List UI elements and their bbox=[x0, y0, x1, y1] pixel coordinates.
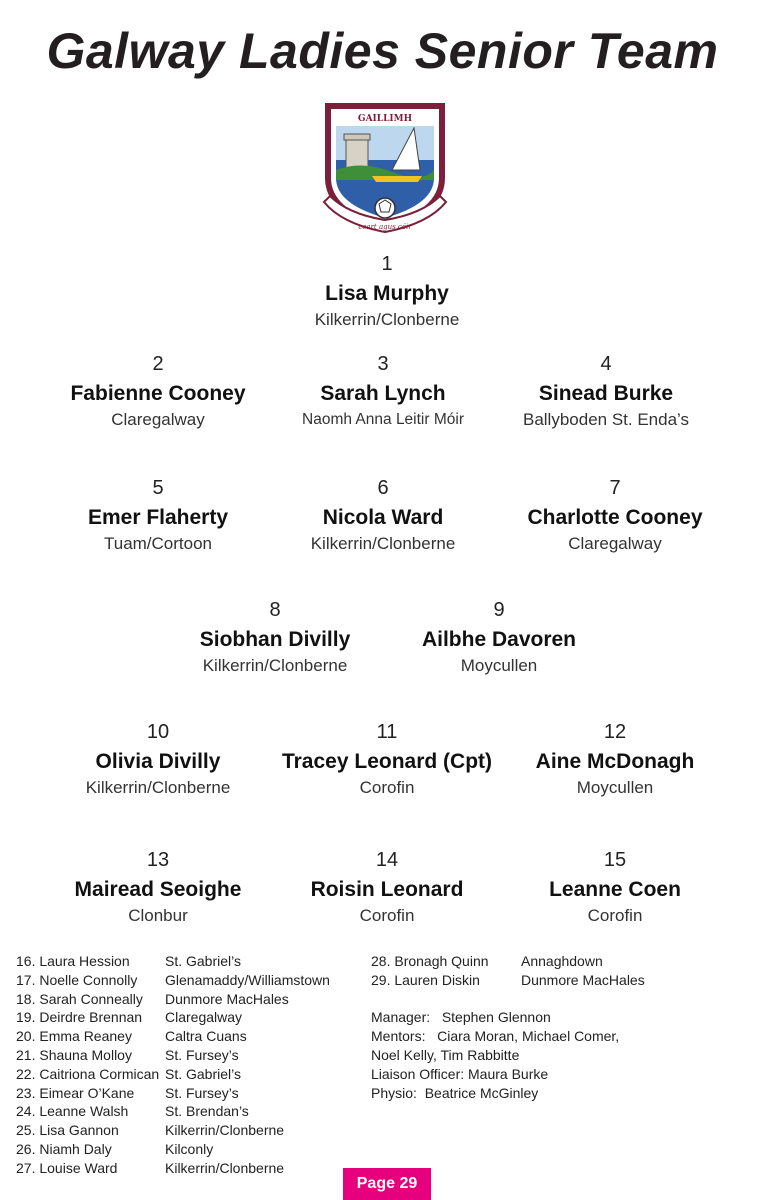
player-name: Tracey Leonard (Cpt) bbox=[281, 750, 493, 773]
player-3 bbox=[263, 352, 503, 431]
player-name: Lisa Murphy bbox=[325, 282, 449, 305]
substitute-club: Glenamaddy/Williamstown bbox=[165, 971, 330, 988]
page-title: Galway Ladies Senior Team bbox=[46, 23, 719, 79]
player-club: Clonbur bbox=[128, 906, 188, 925]
substitute-club: St. Gabriel’s bbox=[165, 953, 241, 969]
galway-crest-logo bbox=[322, 100, 448, 240]
substitute-club: St. Fursey’s bbox=[165, 1084, 239, 1101]
substitute-name: 18. Sarah Conneally bbox=[16, 990, 143, 1007]
player-14 bbox=[267, 848, 507, 927]
substitute-row bbox=[16, 952, 366, 971]
substitute-name: 19. Deirdre Brennan bbox=[16, 1009, 143, 1026]
player-club: Claregalway bbox=[111, 410, 205, 429]
page-number-badge: Page 29 bbox=[343, 1168, 431, 1200]
player-name: Aine McDonagh bbox=[535, 750, 695, 773]
player-number: 3 bbox=[377, 353, 389, 375]
substitute-name: 22. Caitriona Cormican bbox=[16, 1065, 160, 1082]
player-number: 5 bbox=[152, 477, 164, 499]
player-name: Ailbhe Davoren bbox=[421, 628, 577, 651]
substitute-club: Claregalway bbox=[165, 1009, 243, 1026]
player-number: 11 bbox=[376, 721, 398, 743]
player-6 bbox=[263, 476, 503, 555]
player-name: Roisin Leonard bbox=[310, 878, 464, 901]
player-club: Tuam/Cortoon bbox=[103, 534, 213, 553]
player-13 bbox=[38, 848, 278, 927]
player-name: Sarah Lynch bbox=[320, 382, 446, 405]
player-club: Kilkerrin/Clonberne bbox=[85, 778, 231, 797]
player-name: Fabienne Cooney bbox=[70, 382, 246, 405]
substitute-club: Kilkerrin/Clonberne bbox=[165, 1159, 285, 1176]
substitute-club: St. Gabriel’s bbox=[165, 1065, 241, 1082]
substitute-row bbox=[16, 971, 366, 990]
player-number: 13 bbox=[146, 849, 170, 871]
substitute-club: St. Brendan’s bbox=[165, 1103, 249, 1120]
player-number: 4 bbox=[600, 353, 612, 375]
player-number: 7 bbox=[609, 477, 621, 499]
substitute-name: 23. Eimear O’Kane bbox=[16, 1084, 135, 1101]
player-club: Corofin bbox=[587, 906, 643, 925]
substitute-club: Kilconly bbox=[165, 1140, 214, 1157]
player-number: 14 bbox=[375, 849, 399, 871]
management-list bbox=[371, 952, 751, 1102]
manager-line: Manager: Stephen Glennon bbox=[371, 1009, 551, 1026]
player-15 bbox=[495, 848, 735, 927]
player-7 bbox=[495, 476, 735, 555]
substitute-name: 16. Laura Hession bbox=[16, 953, 130, 969]
substitute-row bbox=[371, 952, 751, 971]
substitute-club: Annaghdown bbox=[521, 953, 603, 969]
substitute-row bbox=[16, 1140, 366, 1159]
substitute-name: 29. Lauren Diskin bbox=[371, 971, 480, 988]
substitute-row bbox=[16, 1008, 366, 1027]
player-club: Kilkerrin/Clonberne bbox=[202, 656, 348, 675]
player-name: Siobhan Divilly bbox=[199, 628, 351, 651]
substitute-name: 28. Bronagh Quinn bbox=[371, 953, 489, 969]
substitute-club: Kilkerrin/Clonberne bbox=[165, 1122, 285, 1139]
substitute-name: 20. Emma Reaney bbox=[16, 1028, 132, 1045]
substitute-row bbox=[16, 1027, 366, 1046]
substitute-row bbox=[371, 971, 751, 990]
player-number: 2 bbox=[152, 353, 164, 375]
substitute-club: Dunmore MacHales bbox=[165, 990, 289, 1007]
player-number: 9 bbox=[493, 599, 505, 621]
substitute-row bbox=[16, 1121, 366, 1140]
substitute-row bbox=[16, 1065, 366, 1084]
player-11 bbox=[267, 720, 507, 799]
svg-text:GAILLIMH: GAILLIMH bbox=[357, 114, 413, 124]
player-number: 10 bbox=[146, 721, 170, 743]
substitute-name: 17. Noelle Connolly bbox=[16, 971, 138, 988]
player-2 bbox=[38, 352, 278, 431]
player-4 bbox=[486, 352, 726, 431]
player-club: Naomh Anna Leitir Móir bbox=[302, 411, 464, 428]
player-name: Charlotte Cooney bbox=[527, 506, 703, 529]
player-club: Claregalway bbox=[568, 534, 662, 553]
mentors-line-cont: Noel Kelly, Tim Rabbitte bbox=[371, 1046, 520, 1063]
player-number: 6 bbox=[377, 477, 389, 499]
player-10 bbox=[38, 720, 278, 799]
liaison-officer-line: Liaison Officer: Maura Burke bbox=[371, 1065, 549, 1082]
player-club: Moycullen bbox=[460, 656, 538, 675]
physio-line: Physio: Beatrice McGinley bbox=[371, 1084, 539, 1101]
player-club: Corofin bbox=[359, 906, 415, 925]
player-1 bbox=[267, 252, 507, 331]
player-9 bbox=[379, 598, 619, 677]
substitute-name: 26. Niamh Daly bbox=[16, 1140, 112, 1157]
player-name: Nicola Ward bbox=[322, 506, 444, 529]
player-club: Kilkerrin/Clonberne bbox=[314, 310, 460, 329]
substitute-name: 25. Lisa Gannon bbox=[16, 1122, 119, 1139]
player-5 bbox=[38, 476, 278, 555]
player-number: 12 bbox=[603, 721, 627, 743]
substitute-row bbox=[16, 1084, 366, 1103]
player-name: Leanne Coen bbox=[549, 878, 681, 901]
player-12 bbox=[495, 720, 735, 799]
player-number: 15 bbox=[603, 849, 627, 871]
svg-text:ceart agus cóir: ceart agus cóir bbox=[358, 223, 412, 231]
player-club: Ballyboden St. Enda’s bbox=[522, 410, 690, 429]
substitute-row bbox=[16, 1159, 366, 1178]
substitute-row bbox=[16, 990, 366, 1009]
substitute-name: 21. Shauna Molloy bbox=[16, 1046, 132, 1063]
substitutes-list bbox=[16, 952, 366, 1178]
player-number: 8 bbox=[269, 599, 281, 621]
substitute-name: 27. Louise Ward bbox=[16, 1159, 118, 1176]
mentors-line: Mentors: Ciara Moran, Michael Comer, bbox=[371, 1028, 620, 1045]
substitute-club: Dunmore MacHales bbox=[521, 971, 645, 988]
player-name: Sinead Burke bbox=[538, 382, 674, 405]
player-club: Moycullen bbox=[576, 778, 654, 797]
substitute-club: Caltra Cuans bbox=[165, 1028, 247, 1045]
player-name: Emer Flaherty bbox=[87, 506, 229, 529]
substitute-row bbox=[16, 1046, 366, 1065]
player-8 bbox=[155, 598, 395, 677]
player-name: Mairead Seoighe bbox=[74, 878, 242, 901]
player-club: Kilkerrin/Clonberne bbox=[310, 534, 456, 553]
player-name: Olivia Divilly bbox=[95, 750, 221, 773]
substitute-row bbox=[16, 1102, 366, 1121]
substitute-club: St. Fursey’s bbox=[165, 1046, 239, 1063]
player-number: 1 bbox=[381, 253, 393, 275]
substitute-name: 24. Leanne Walsh bbox=[16, 1103, 129, 1120]
player-club: Corofin bbox=[359, 778, 415, 797]
